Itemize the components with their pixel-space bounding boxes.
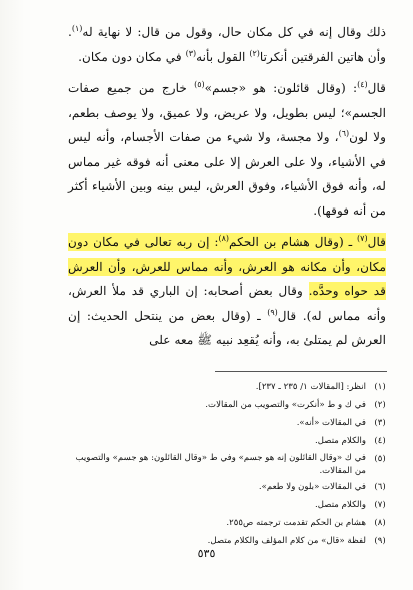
footnote-text: والكلام متصل. — [315, 436, 366, 446]
text-run: قال — [367, 235, 386, 249]
text-run: وقال بعض أصحابه: إن الباري قد ملأ العرش، وأنه مماس له). قال — [68, 284, 386, 323]
footnote-ref[interactable]: (١) — [71, 23, 83, 33]
footnote-number: (٣) — [374, 418, 386, 428]
text-run: خارج من جميع صفات الجسم»؛ ليس بطويل، ولا عريض، ولا عميق، ولا يوصف بطعم، ولا لون — [68, 81, 386, 144]
footnote-text: والكلام متصل. — [315, 500, 366, 510]
main-text — [68, 20, 386, 353]
footnote-text: هشام بن الحكم تقدمت ترجمته ص٢٥٥. — [226, 518, 366, 528]
footnote-item — [68, 496, 394, 514]
footnote-number: (١) — [374, 382, 386, 392]
text-run: قال — [367, 81, 387, 95]
footnote-ref[interactable]: (٣) — [185, 48, 197, 58]
paragraph-1 — [68, 20, 386, 69]
footnote-ref[interactable]: (٥) — [194, 79, 205, 89]
footnote-separator — [215, 371, 387, 372]
footnote-text: انظر: [المقالات ١/ ٢٣٥ ـ ٢٣٧]. — [255, 382, 366, 392]
paragraph-3 — [68, 230, 386, 353]
footnote-ref[interactable]: (٨) — [218, 233, 230, 243]
footnote-number: (٨) — [374, 518, 386, 528]
text-run: في مكان دون مكان. — [78, 49, 186, 64]
paragraph-2 — [68, 76, 386, 223]
footnote-ref[interactable]: (٧) — [357, 233, 368, 243]
text-run: القول بأنه — [196, 49, 250, 64]
footnote-item — [68, 414, 394, 432]
footnote-text: في ك و ط «أنكرت» والتصويب من المقالات. — [205, 400, 366, 410]
footnote-number: (٤) — [374, 436, 386, 446]
footnote-text: في المقالات «بلون ولا طعم». — [258, 482, 366, 492]
footnote-ref[interactable]: (٦) — [338, 128, 350, 138]
text-run: ، ولا مجسة، ولا شيء من صفات الأجسام، وأنه ليس في الأشياء، ولا على العرش إلا على معنى أنه فوقه غير مماس له، وأنه فوق الأشياء، وفوق العرش، ليس بينه وبين الأشياء أكثر من أنه فوقها). — [68, 130, 386, 218]
footnote-number: (٧) — [374, 500, 386, 510]
footnote-ref[interactable]: (٢) — [249, 48, 260, 58]
footnote-number: (٥) — [374, 454, 386, 464]
footnote-item — [68, 514, 394, 532]
footnote-item — [68, 450, 394, 478]
text-run: : إن ربه تعالى في مكان دون مكان، وأن مكانه هو العرش، وأنه مماس للعرش، وأن العرش قد حواه وحدَّه. — [68, 235, 386, 298]
text-run: : (وقال قائلون: هو «جسم» — [204, 81, 358, 95]
footnote-number: (٩) — [374, 536, 386, 546]
footnote-ref[interactable]: (٤) — [357, 79, 368, 89]
text-run: . وأن هاتين الفرقتين أنكرتا — [68, 25, 386, 64]
footnote-item — [68, 432, 394, 450]
text-run: ذلك وقال إنه في كل مكان حال، وقول من قال: لا نهاية له — [82, 25, 386, 39]
footnote-text: في المقالات «أنه». — [296, 418, 366, 428]
footnotes — [68, 378, 394, 550]
footnote-ref[interactable]: (٩) — [267, 307, 278, 317]
text-run: ـ (وقال هشام بن الحكم — [229, 235, 358, 249]
footnote-number: (٦) — [374, 482, 386, 492]
footnote-text: في ك «وقال القائلون إنه هو جسم» وفي ط «وقال القائلون: هو جسم» والتصويب من المقالات. — [75, 453, 366, 476]
footnote-text: لفظة «قال» من كلام المؤلف والكلام متصل. — [207, 536, 366, 546]
text-run: ـ (وقال بعض من ينتحل الحديث: إن العرش لم يمتلئ به، وأنه يُقعِد نبيه ﷺ معه على — [68, 308, 386, 347]
footnote-item — [68, 396, 394, 414]
footnote-number: (٢) — [374, 400, 386, 410]
page-number: ٥٣٥ — [197, 547, 216, 560]
footnote-item — [68, 378, 394, 396]
footnote-item — [68, 478, 394, 496]
